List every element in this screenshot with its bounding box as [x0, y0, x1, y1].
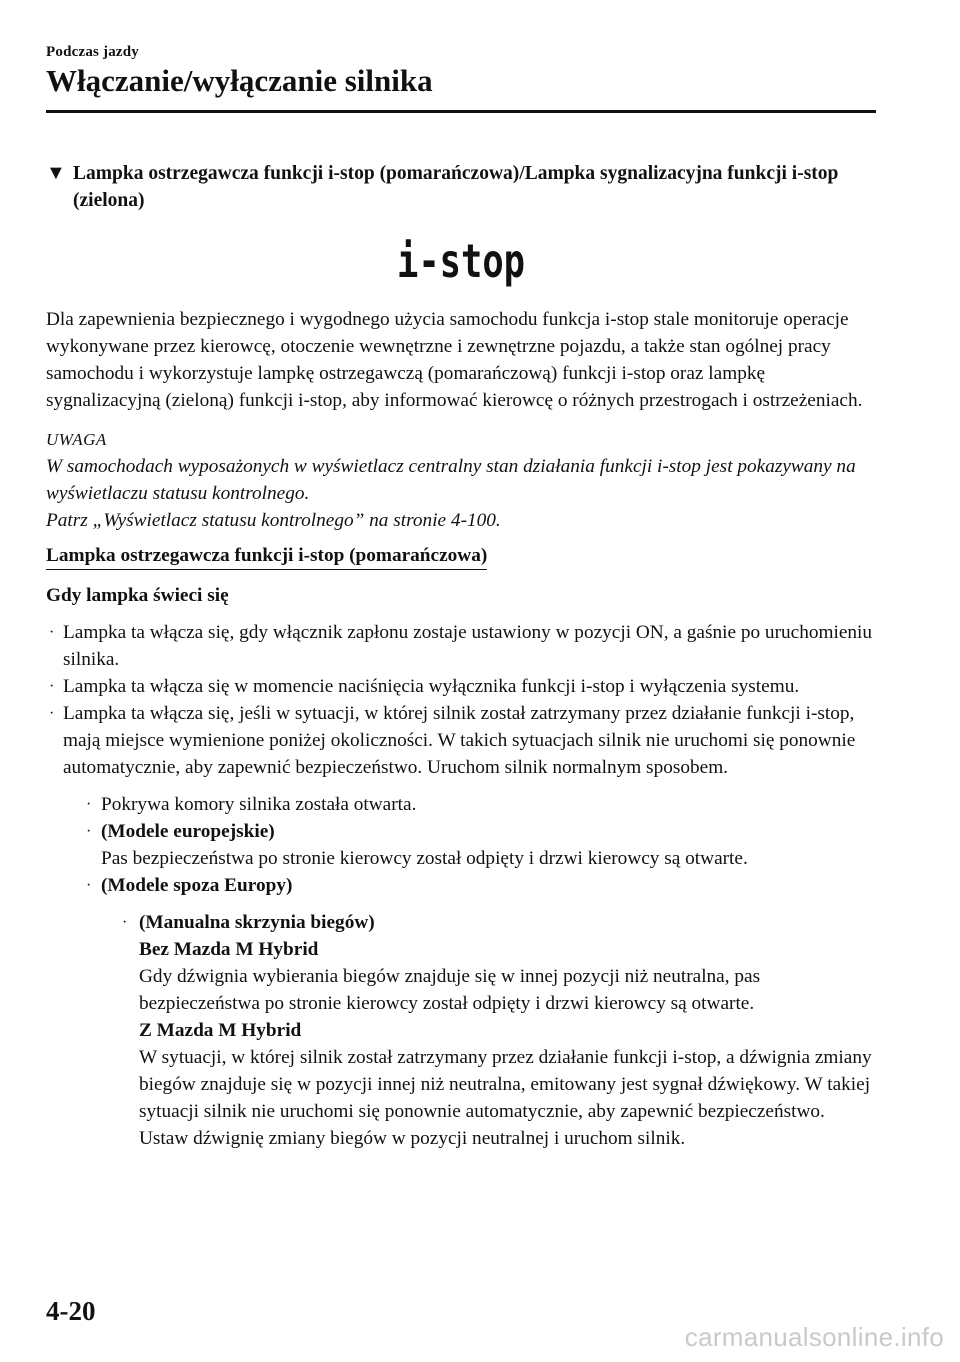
bullet-icon: · — [86, 823, 92, 840]
list-item: · Lampka ta włącza się, jeśli w sytuacji, w której silnik został zatrzymany przez działanie funkcji i-stop, mają miejsce wymienione poniżej okoliczności. W takich sytuacjach silnik nie uruchomi się ponownie automatycznie, aby zapewnić bezpieczeństwo. Uruchom silnik normalnym sposobem. · Pokrywa komory silnika została otwarta. · (Modele europejskie) Pas bezpieczeństwa po stronie kierowcy został odpięty i drzwi kierowcy są otwarte. · (Modele spoza Europy) · (Manualna skrzynia biegów) Bez Mazda M Hybrid Gdy dźwignia wybierania biegów znajduje się w innej pozycji niż neutralna, pas bezpieczeństwa po stronie kierowcy został odpięty i drzwi kierowcy są otwarte. Z Mazda M Hybrid W sytuacji, w której silnik został zatrzymany przez działanie funkcji i-stop, a dźwignia zmiany biegów znajduje się w pozycji innej niż neutralna, emitowany jest sygnał dźwiękowy. W takiej sytuacji silnik nie uruchomi się ponownie automatycznie, aby zapewnić bezpieczeństwo. Ustaw dźwignię zmiany biegów w pozycji neutralnej i uruchom silnik. — [46, 700, 876, 1152]
non-european-models-title: (Modele spoza Europy) — [101, 875, 293, 896]
section-label: Podczas jazdy — [46, 44, 140, 60]
when-lit-heading: Gdy lampka świeci się — [46, 585, 229, 606]
sub-bullet-list — [83, 791, 876, 1152]
list-item: · Pokrywa komory silnika została otwarta. — [83, 791, 876, 818]
european-models-title: (Modele europejskie) — [101, 821, 275, 842]
bullet-icon: · — [86, 877, 92, 894]
note-label: UWAGA — [46, 430, 107, 449]
bullet-icon: · — [86, 796, 92, 813]
hybrid-text: W sytuacji, w której silnik został zatrzymany przez działanie funkcji i-stop, a dźwignia zmiany biegów znajduje się w pozycji innej niż neutralna, emitowany jest sygnał dźwiękowy. W takiej sytuacji silnik nie uruchomi się ponownie automatycznie, aby zapewnić bezpieczeństwo. Ustaw dźwignię zmiany biegów w pozycji neutralnej i uruchom silnik. — [139, 1047, 872, 1149]
i-stop-logo-text: i-stop — [397, 234, 525, 288]
european-models-text: Pas bezpieczeństwa po stronie kierowcy został odpięty i drzwi kierowcy są otwarte. — [101, 848, 748, 869]
warning-light-subheading: Lampka ostrzegawcza funkcji i-stop (pomarańczowa) — [46, 544, 487, 570]
bullet-icon: · — [49, 705, 55, 722]
triangle-down-icon: ▼ — [46, 162, 66, 184]
intro-paragraph: Dla zapewnienia bezpiecznego i wygodnego użycia samochodu funkcja i-stop stale monitoruje operacje wykonywane przez kierowcę, otoczenie wewnętrzne i zewnętrzne pojazdu, a także stan ogólnej pracy samochodu i wykorzystuje lampkę ostrzegawczą (pomarańczową) funkcji i-stop oraz lampkę sygnalizacyjną (zieloną) funkcji i-stop, aby informować kierowcę o różnych przestrogach i ostrzeżeniach. — [46, 309, 863, 411]
note-line-2: Patrz „Wyświetlacz statusu kontrolnego” na stronie 4-100. — [46, 510, 501, 531]
bullet-icon: · — [49, 678, 55, 695]
list-item — [119, 909, 876, 1152]
bullet-list — [46, 619, 876, 1152]
sub-sub-bullet-list — [119, 909, 876, 1152]
page-number: 4-20 — [46, 1296, 96, 1326]
list-item — [83, 872, 876, 1152]
i-stop-logo — [391, 228, 531, 298]
page-content — [46, 160, 876, 1152]
no-hybrid-text: Gdy dźwignia wybierania biegów znajduje się w innej pozycji niż neutralna, pas bezpieczeństwa po stronie kierowcy został odpięty i drzwi kierowcy są otwarte. — [139, 966, 761, 1014]
bullet-icon: · — [49, 624, 55, 641]
note-block — [46, 426, 876, 534]
page-title: Włączanie/wyłączanie silnika — [46, 63, 433, 98]
bullet-icon: · — [122, 914, 128, 931]
manual-transmission-title: (Manualna skrzynia biegów) — [139, 912, 375, 933]
header-divider — [46, 110, 876, 113]
hybrid-title: Z Mazda M Hybrid — [139, 1020, 302, 1041]
no-hybrid-title: Bez Mazda M Hybrid — [139, 939, 319, 960]
list-item: · Lampka ta włącza się w momencie naciśnięcia wyłącznika funkcji i-stop i wyłączenia systemu. — [46, 673, 876, 700]
watermark: carmanualsonline.info — [684, 1322, 944, 1352]
section-heading-text: Lampka ostrzegawcza funkcji i-stop (pomarańczowa)/Lampka sygnalizacyjna funkcji i-stop (zielona) — [73, 163, 839, 211]
list-item — [83, 818, 876, 872]
list-item: · Lampka ta włącza się, gdy włącznik zapłonu zostaje ustawiony w pozycji ON, a gaśnie po uruchomieniu silnika. — [46, 619, 876, 673]
note-line-1: W samochodach wyposażonych w wyświetlacz centralny stan działania funkcji i-stop jest pokazywany na wyświetlaczu statusu kontrolnego. — [46, 456, 856, 504]
section-heading — [46, 160, 876, 214]
